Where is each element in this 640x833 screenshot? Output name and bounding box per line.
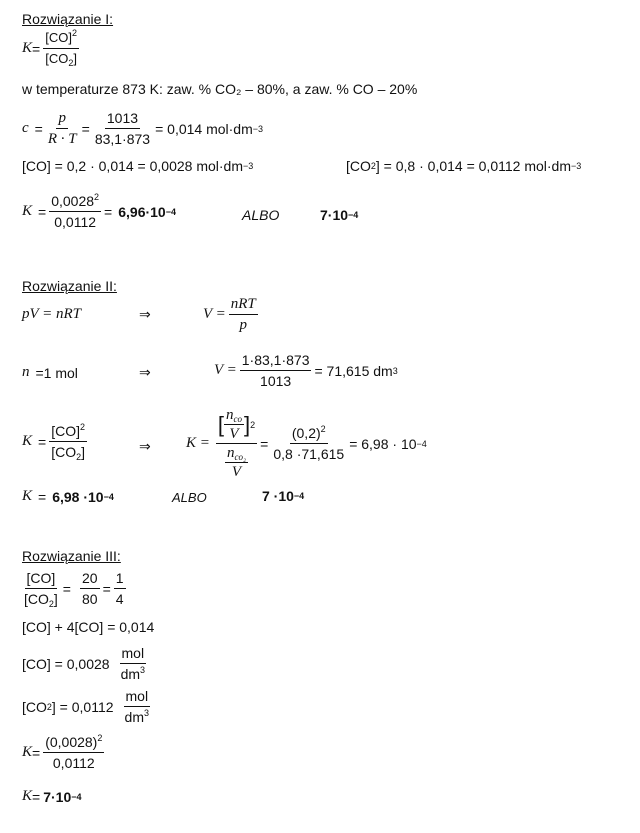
s3-sum-equation: [CO] + 4[CO] = 0,014 [22,619,155,635]
s1-k-definition: K = $\frac{[CO]^2}{[CO_2]}$ [22,28,77,68]
s2-implies-arrow-1: ⇒ [139,306,151,322]
s3-k-final: K = 7·10 −4 [22,788,82,805]
s2-k-definition: K = $\frac{[CO]^2}{[CO_2]}$ [22,422,85,462]
s2-ideal-gas: pV = nRT [22,306,82,322]
s3-co2-value: [CO 2 ] = 0,0112 $\frac{\text{mol}}{dm^3}$ [22,688,150,725]
s2-albo: ALBO [172,490,207,505]
solution-1-heading: Rozwiązanie I: [22,11,114,27]
s3-co-value: [CO] = 0,0028 $\frac{\text{mol}}{dm^3}$ [22,645,146,682]
s2-k-final: K = 6,98 ·10 −4 [22,488,114,505]
s2-implies-arrow-3: ⇒ [139,438,151,454]
solution-3-heading: Rozwiązanie III: [22,548,121,564]
s1-co-concentration: [CO] = 0,2 · 0,014 = 0,0028 mol·dm −3 [22,158,254,174]
s2-moles: n =1 mol [22,364,78,381]
s1-k-result: K = $\frac{0,0028^2}{0,0112}$ = 6,96·10 −4 [22,192,176,230]
s2-implies-arrow-2: ⇒ [139,364,151,380]
s3-ratio: $\frac{[CO]}{[CO_2]}$ = $\frac{20}{80}$ = $\frac{1}{4}$ [24,570,124,609]
solution-2-heading: Rozwiązanie II: [22,278,117,294]
s1-co2-concentration: [CO 2 ] = 0,8 · 0,014 = 0,0112 mol·dm −3 [346,158,582,174]
s2-volume-formula: V = $\frac{\text{nRT}}{p}$ [203,296,256,333]
s1-concentration-formula: c = $\frac{p}{R \cdot T}$ = $\frac{1013}{83,1\cdot 873}$ = 0,014 mol·dm −3 [22,110,264,147]
s2-k-substitution: K = [ $\frac{n_{co}}{V}$ ] 2 $\frac{n_{co_2}}{V}$ = $\frac{(0,2)^2}{0,8 \cdot 71,615}$ = 6,98 · 10 −4 [186,407,427,480]
s1-temperature-line: w temperaturze 873 K: zaw. % CO₂ – 80%, a zaw. % CO – 20% [22,81,418,97]
s1-albo: ALBO [242,207,280,223]
s2-k-alt: 7 ·10 −4 [262,488,305,504]
s3-k-formula: K = $\frac{(0,0028)^2}{0,0112}$ [22,733,103,771]
s2-volume-value: V = $\frac{1\cdot 83,1\cdot 873}{1013}$ = 71,615 dm 3 [214,352,398,389]
s1-k-alt: 7·10 −4 [320,207,359,223]
